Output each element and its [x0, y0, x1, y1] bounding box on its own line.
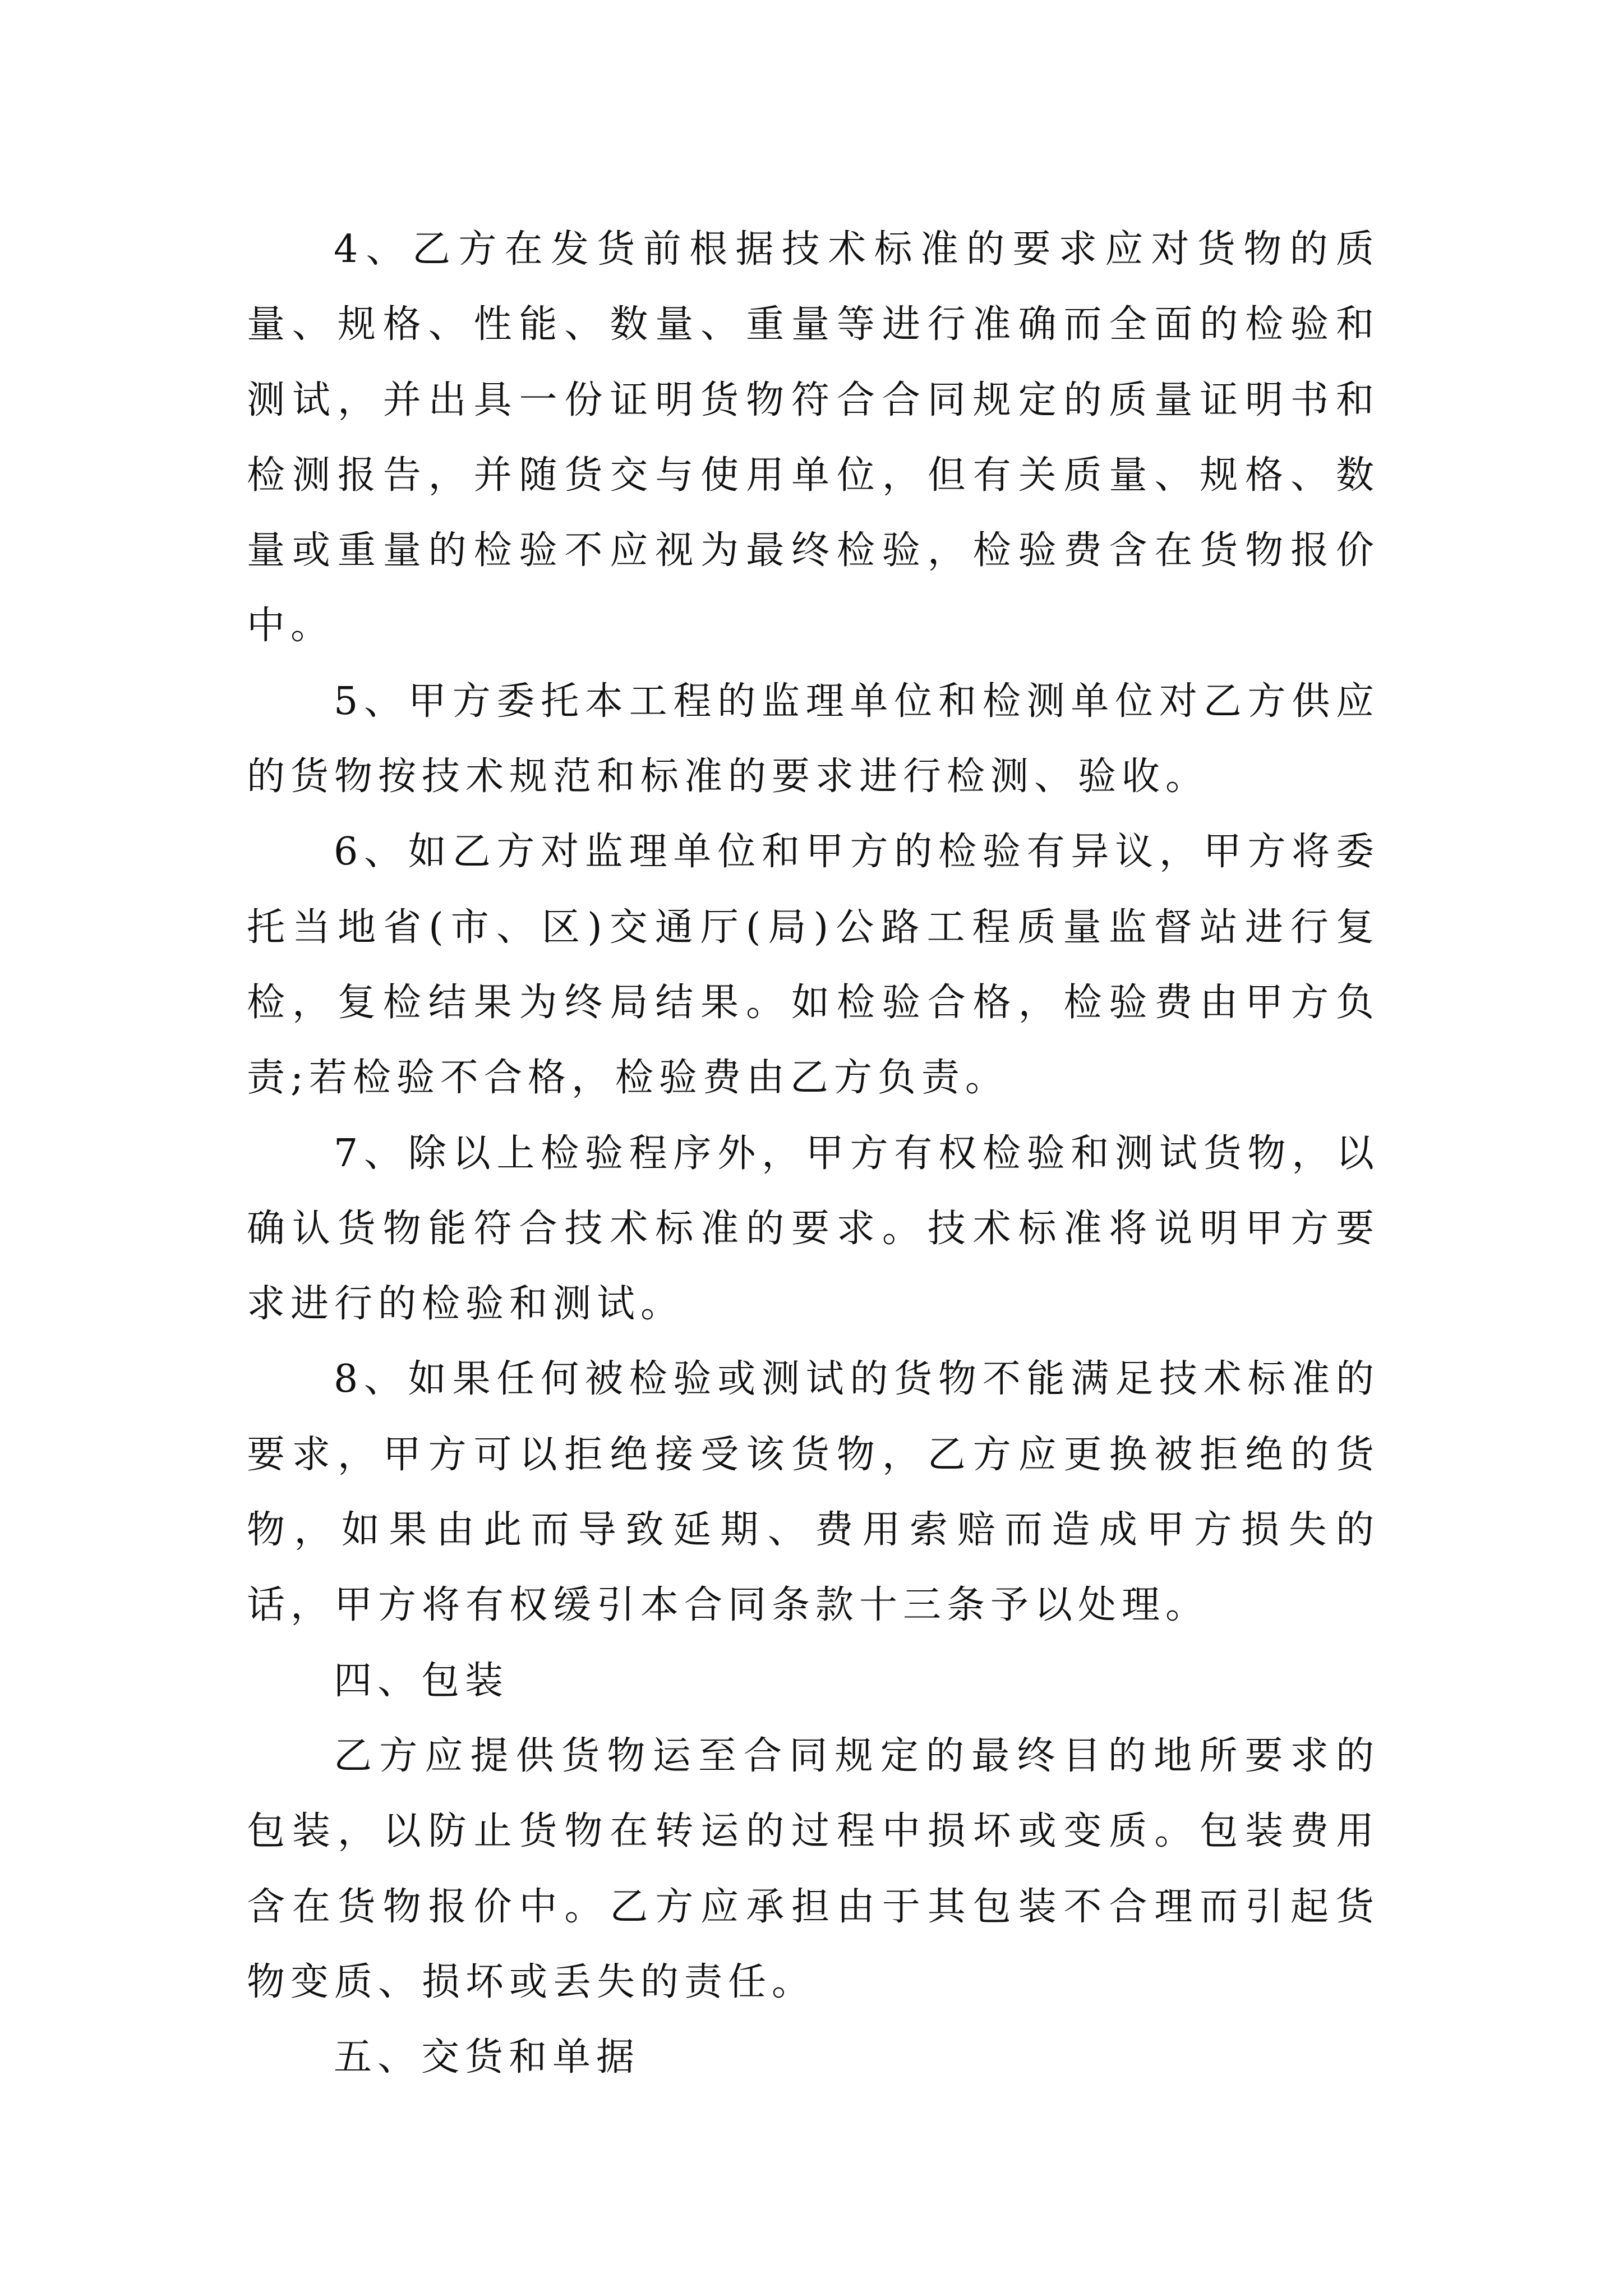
clause-6-paragraph: 6、如乙方对监理单位和甲方的检验有异议，甲方将委托当地省(市、区)交通厅(局)公路工程质量监督站进行复检，复检结果为终局结果。如检验合格，检验费由甲方负责;若检验不合格，检验费由乙方负责。: [247, 830, 1380, 1101]
clause-8-paragraph: 8、如果任何被检验或测试的货物不能满足技术标准的要求，甲方可以拒绝接受该货物，乙方应更换被拒绝的货物，如果由此而导致延期、费用索赔而造成甲方损失的话，甲方将有权缓引本合同条款十三条予以处理。: [247, 1357, 1380, 1628]
section-heading-delivery-documents: 五、交货和单据: [334, 2035, 640, 2080]
document-body: [247, 212, 1380, 2095]
clause-5-paragraph: 5、甲方委托本工程的监理单位和检测单位对乙方供应的货物按技术规范和标准的要求进行检测、验收。: [247, 679, 1380, 799]
packaging-paragraph: 乙方应提供货物运至合同规定的最终目的地所要求的包装，以防止货物在转运的过程中损坏或变质。包装费用含在货物报价中。乙方应承担由于其包装不合理而引起货物变质、损坏或丢失的责任。: [247, 1733, 1380, 2004]
section-heading-packaging: 四、包装: [334, 1658, 509, 1703]
clause-4-paragraph: 4、乙方在发货前根据技术标准的要求应对货物的质量、规格、性能、数量、重量等进行准确而全面的检验和测试，并出具一份证明货物符合合同规定的质量证明书和检测报告，并随货交与使用单位，但有关质量、规格、数量或重量的检验不应视为最终检验，检验费含在货物报价中。: [247, 227, 1380, 648]
clause-7-paragraph: 7、除以上检验程序外，甲方有权检验和测试货物，以确认货物能符合技术标准的要求。技术标准将说明甲方要求进行的检验和测试。: [247, 1131, 1380, 1327]
